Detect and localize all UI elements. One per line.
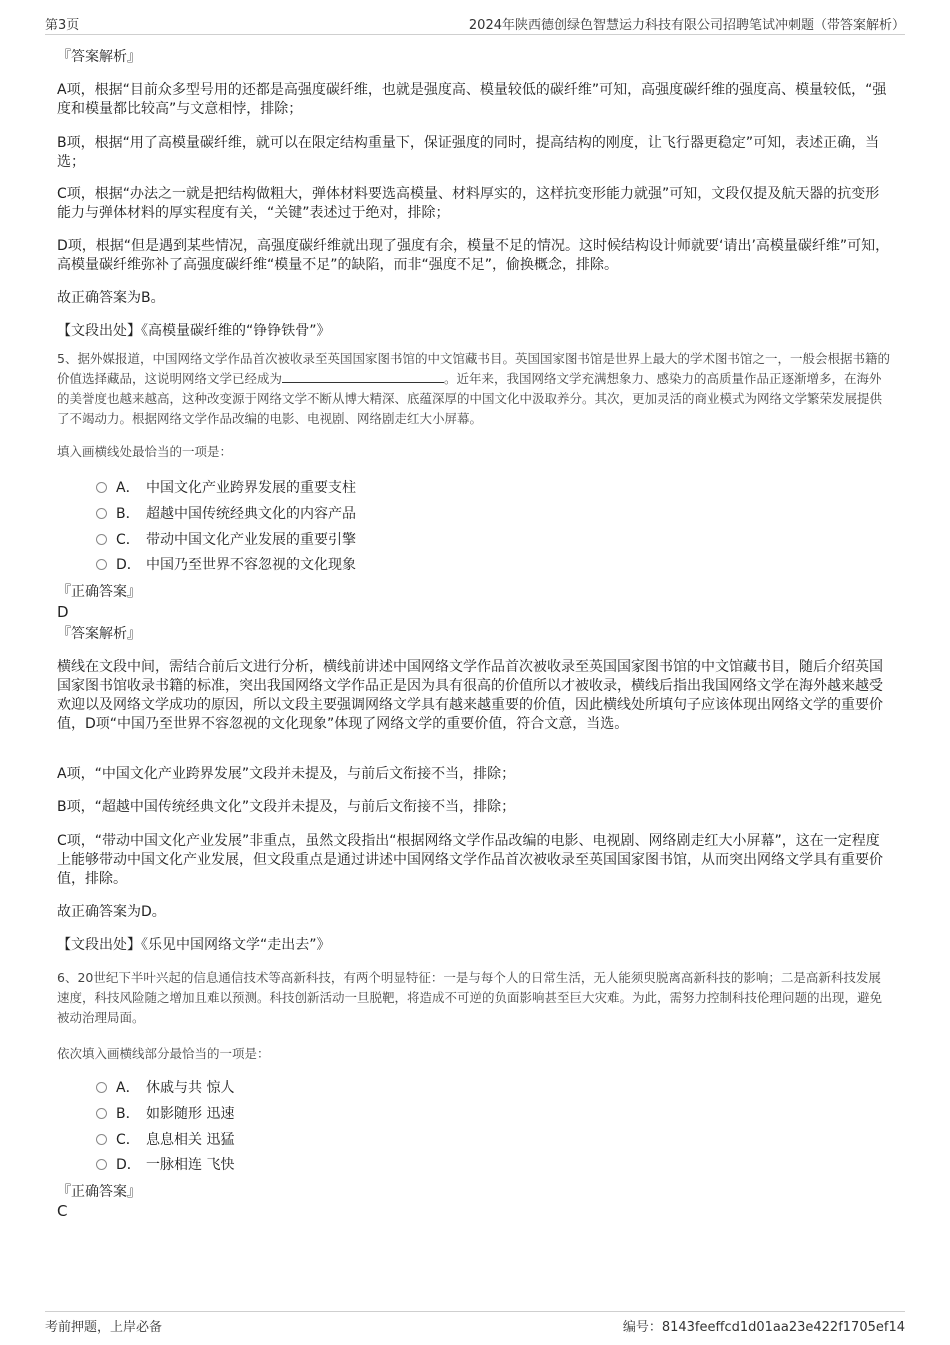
radio-icon[interactable] xyxy=(96,1159,107,1170)
radio-icon[interactable] xyxy=(96,482,107,493)
q4-analysis-a: A项，根据“目前众多型号用的还都是高强度碳纤维，也就是强度高、模量较低的碳纤维”可知，高强度碳纤维的强度高、模量较低，“强度和模量都比较高”与文意相悖，排除； xyxy=(57,82,887,117)
q4-analysis-d: D项，根据“但是遇到某些情况，高强度碳纤维就出现了强度有余，模量不足的情况。这时候结构设计师就要‘请出’高模量碳纤维”可知，高模量碳纤维弥补了高强度碳纤维“模量不足”的缺陷，而非“强度不足”，偷换概念，排除。 xyxy=(57,238,890,273)
q4-analysis-b: B项，根据“用了高模量碳纤维，就可以在限定结构重量下，保证强度的同时，提高结构的刚度，让飞行器更稳定”可知，表述正确，当选； xyxy=(57,135,880,170)
q5-analysis-c: C项，“带动中国文化产业发展”非重点，虽然文段指出“根据网络文学作品改编的电影、电视剧、网络剧走红大小屏幕”，这在一定程度上能够带动中国文化产业发展，但文段重点是通过讲述中国网络文学作品首次被收录至英国国家图书馆，从而突出网络文学具有重要价值，排除。 xyxy=(57,833,883,887)
q6-option-c[interactable]: C． 息息相关 迅猛 xyxy=(96,1130,234,1150)
page-footer xyxy=(45,1311,905,1339)
radio-icon[interactable] xyxy=(96,1082,107,1093)
q5-analysis-label: 『答案解析』 xyxy=(57,626,141,642)
q6-option-a[interactable]: A． 休戚与共 惊人 xyxy=(96,1078,234,1098)
q5-analysis-b: B项，“超越中国传统经典文化”文段并未提及，与前后文衔接不当，排除； xyxy=(57,799,516,815)
q4-conclusion: 故正确答案为B。 xyxy=(57,290,165,306)
q5-stem: 5、据外媒报道，中国网络文学作品首次被收录至英国国家图书馆的中文馆藏书目。英国国家图书馆是世界上最大的学术图书馆之一，一般会根据书籍的价值选择藏品，这说明网络文学已经成为 。近年来，我国网络文学充满想象力、感染力的高质量作品正逐渐增多，在海外的美誉度也越来越高，这种改变源于网络文学不断从博大精深、底蕴深厚的中国文化中汲取养分。其次，更加灵活的商业模式为网络文学繁荣发展提供了不竭动力。根据网络文学作品改编的电影、电视剧、网络剧走红大小屏幕。 xyxy=(57,351,890,426)
q4-source: 【文段出处】《高模量碳纤维的“铮铮铁骨”》 xyxy=(57,323,331,339)
q6-option-d[interactable]: D． 一脉相连 飞快 xyxy=(96,1155,234,1175)
q5-option-a[interactable]: A． 中国文化产业跨界发展的重要支柱 xyxy=(96,478,356,498)
q6-stem: 6、20世纪下半叶兴起的信息通信技术等高新科技，有两个明显特征：一是与每个人的日常生活，无人能须臾脱离高新科技的影响；二是高新科技发展速度，科技风险随之增加且难以预测。科技创新活动一旦脱靶，将造成不可逆的负面影响甚至巨大灾难。为此，需努力控制科技伦理问题的出现，避免被动治理局面。 xyxy=(57,970,883,1025)
radio-icon[interactable] xyxy=(96,1134,107,1145)
q5-option-d[interactable]: D． 中国乃至世界不容忽视的文化现象 xyxy=(96,555,356,575)
radio-icon[interactable] xyxy=(96,534,107,545)
q5-analysis-a: A项，“中国文化产业跨界发展”文段并未提及，与前后文衔接不当，排除； xyxy=(57,766,516,782)
q6-option-b[interactable]: B． 如影随形 迅速 xyxy=(96,1104,234,1124)
q5-answer: D xyxy=(57,603,69,621)
q4-analysis-c: C项，根据“办法之一就是把结构做粗大，弹体材料要选高模量、材料厚实的，这样抗变形能力就强”可知，文段仅提及航天器的抗变形能力与弹体材料的厚实程度有关，“关键”表述过于绝对，排除； xyxy=(57,186,880,221)
q5-source: 【文段出处】《乐见中国网络文学“走出去”》 xyxy=(57,937,331,953)
q6-prompt: 依次填入画横线部分最恰当的一项是： xyxy=(57,1046,270,1061)
q5-conclusion: 故正确答案为D。 xyxy=(57,904,166,920)
radio-icon[interactable] xyxy=(96,508,107,519)
page-number: 第3页 xyxy=(45,18,80,33)
q6-answer: C xyxy=(57,1202,68,1220)
q4-analysis-label: 『答案解析』 xyxy=(57,49,141,65)
q5-option-b[interactable]: B． 超越中国传统经典文化的内容产品 xyxy=(96,504,356,524)
page-header xyxy=(45,12,905,35)
q5-analysis: 横线在文段中间，需结合前后文进行分析，横线前讲述中国网络文学作品首次被收录至英国国家图书馆的中文馆藏书目，随后介绍英国国家图书馆收录书籍的标准，突出我国网络文学作品正是因为具有很高的价值所以才被收录，横线后指出我国网络文学在海外越来越受欢迎以及网络文学成功的原因，所以文段主要强调网络文学具有越来越重要的价值，因此横线处所填句子应该体现出网络文学的重要价值，D项“中国乃至世界不容忽视的文化现象”体现了网络文学的重要价值，符合文意，当选。 xyxy=(57,659,883,732)
document-id: 编号：8143feeffcd1d01aa23e422f1705ef14 xyxy=(622,1320,905,1335)
radio-icon[interactable] xyxy=(96,559,107,570)
footer-slogan: 考前押题，上岸必备 xyxy=(45,1320,163,1335)
radio-icon[interactable] xyxy=(96,1108,107,1119)
document-title: 2024年陕西德创绿色智慧运力科技有限公司招聘笔试冲刺题（带答案解析） xyxy=(468,18,905,33)
q5-option-c[interactable]: C． 带动中国文化产业发展的重要引擎 xyxy=(96,530,356,550)
q5-prompt: 填入画横线处最恰当的一项是： xyxy=(57,444,233,459)
q6-answer-label: 『正确答案』 xyxy=(57,1184,141,1200)
q5-answer-label: 『正确答案』 xyxy=(57,584,141,600)
q5-blank-line xyxy=(282,370,444,383)
